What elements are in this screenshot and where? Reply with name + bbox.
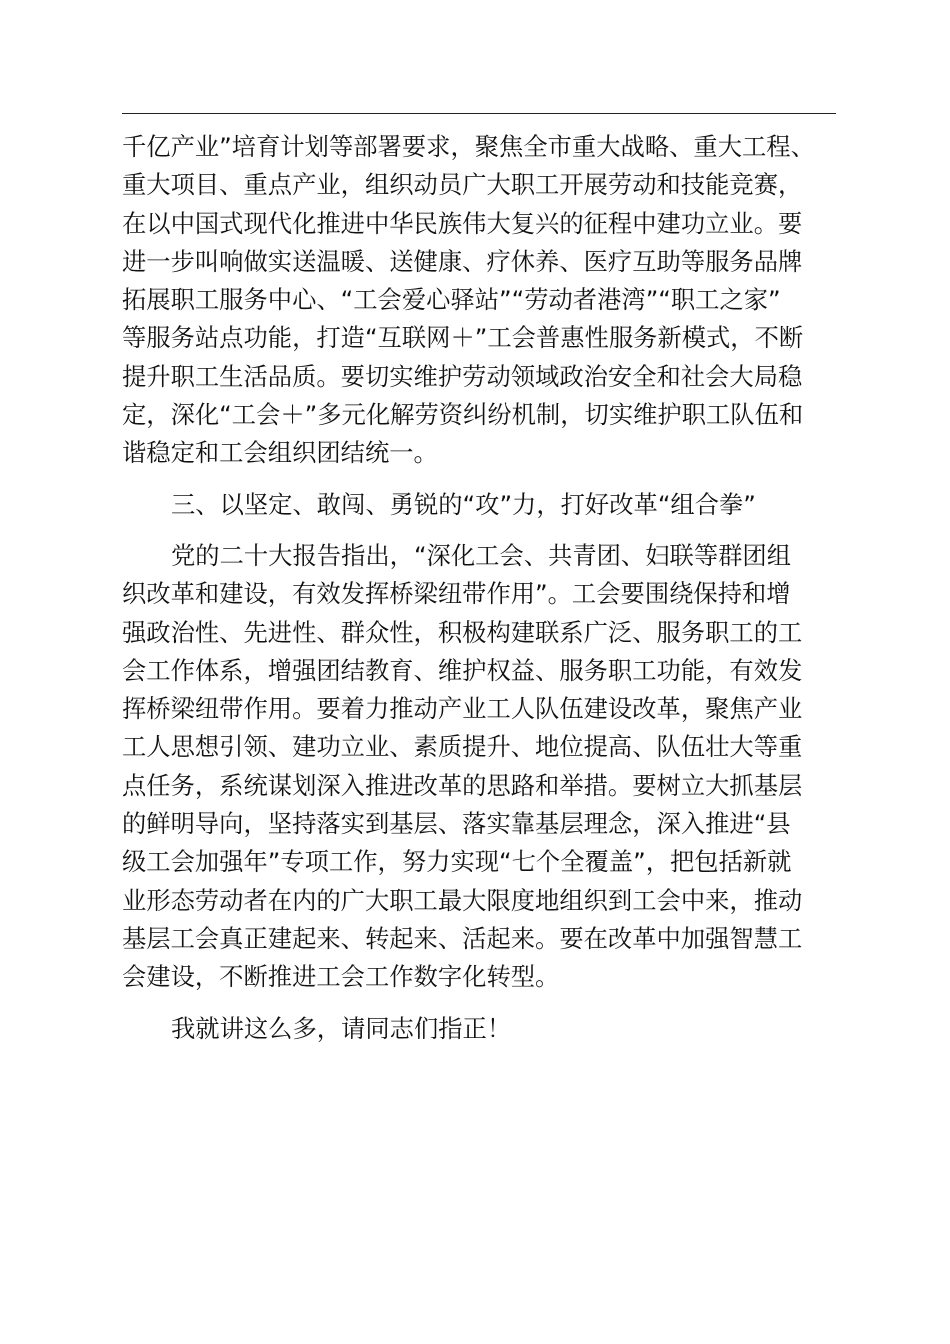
text-line: 织改革和建设，有效发挥桥梁纽带作用”。工会要围绕保持和增 — [122, 579, 791, 609]
text-line: 拓展职工服务中心、“工会爱心驿站”“劳动者港湾”“职工之家” — [122, 285, 781, 315]
text-line: 等服务站点功能，打造“互联网＋”工会普惠性服务新模式，不断 — [122, 323, 804, 353]
text-line: 点任务，系统谋划深入推进改革的思路和举措。要树立大抓基层 — [122, 770, 803, 800]
text-line: 挥桥梁纽带作用。要着力推动产业工人队伍建设改革，聚焦产业 — [122, 694, 803, 724]
paragraph-gap — [122, 997, 842, 1010]
section-heading-text: 三、以坚定、敢闯、勇锐的“攻”力，打好改革“组合拳” — [171, 489, 756, 519]
text-line: 级工会加强年”专项工作，努力实现“七个全覆盖”，把包括新就 — [122, 847, 792, 877]
text-line: 党的二十大报告指出，“深化工会、共青团、妇联等群团组 — [171, 540, 792, 570]
closing-text: 我就讲这么多，请同志们指正！ — [171, 1013, 512, 1043]
text-line: 的鲜明导向，坚持落实到基层、落实靠基层理念，深入推进“县 — [122, 809, 791, 839]
text-line: 谐稳定和工会组织团结统一。 — [122, 438, 438, 468]
paragraph-gap — [122, 473, 842, 486]
header-rule — [122, 113, 836, 114]
text-line: 千亿产业”培育计划等部署要求，聚焦全市重大战略、重大工程、 — [122, 132, 815, 161]
text-line: 业形态劳动者在内的广大职工最大限度地组织到工会中来，推动 — [122, 885, 803, 915]
text-line: 提升职工生活品质。要切实维护劳动领域政治安全和社会大局稳 — [122, 361, 803, 391]
closing-paragraph — [122, 1010, 842, 1048]
text-line: 会建设，不断推进工会工作数字化转型。 — [122, 962, 560, 992]
section-heading — [122, 486, 842, 524]
text-line: 会工作体系，增强团结教育、维护权益、服务职工功能，有效发 — [122, 655, 803, 685]
paragraph-gap — [122, 524, 842, 537]
text-line: 在以中国式现代化推进中华民族伟大复兴的征程中建功立业。要 — [122, 208, 803, 238]
text-line: 工人思想引领、建功立业、素质提升、地位提高、队伍壮大等重 — [122, 732, 803, 762]
document-body — [122, 128, 842, 1048]
text-line: 强政治性、先进性、群众性，积极构建联系广泛、服务职工的工 — [122, 617, 803, 647]
text-line: 定，深化“工会＋”多元化解劳资纠纷机制，切实维护职工队伍和 — [122, 400, 804, 430]
text-line: 基层工会真正建起来、转起来、活起来。要在改革中加强智慧工 — [122, 923, 803, 953]
text-line: 重大项目、重点产业，组织动员广大职工开展劳动和技能竞赛， — [122, 170, 803, 200]
text-line: 进一步叫响做实送温暖、送健康、疗休养、医疗互助等服务品牌 — [122, 246, 803, 276]
paragraph-continuation — [122, 128, 842, 473]
paragraph-body — [122, 537, 842, 997]
